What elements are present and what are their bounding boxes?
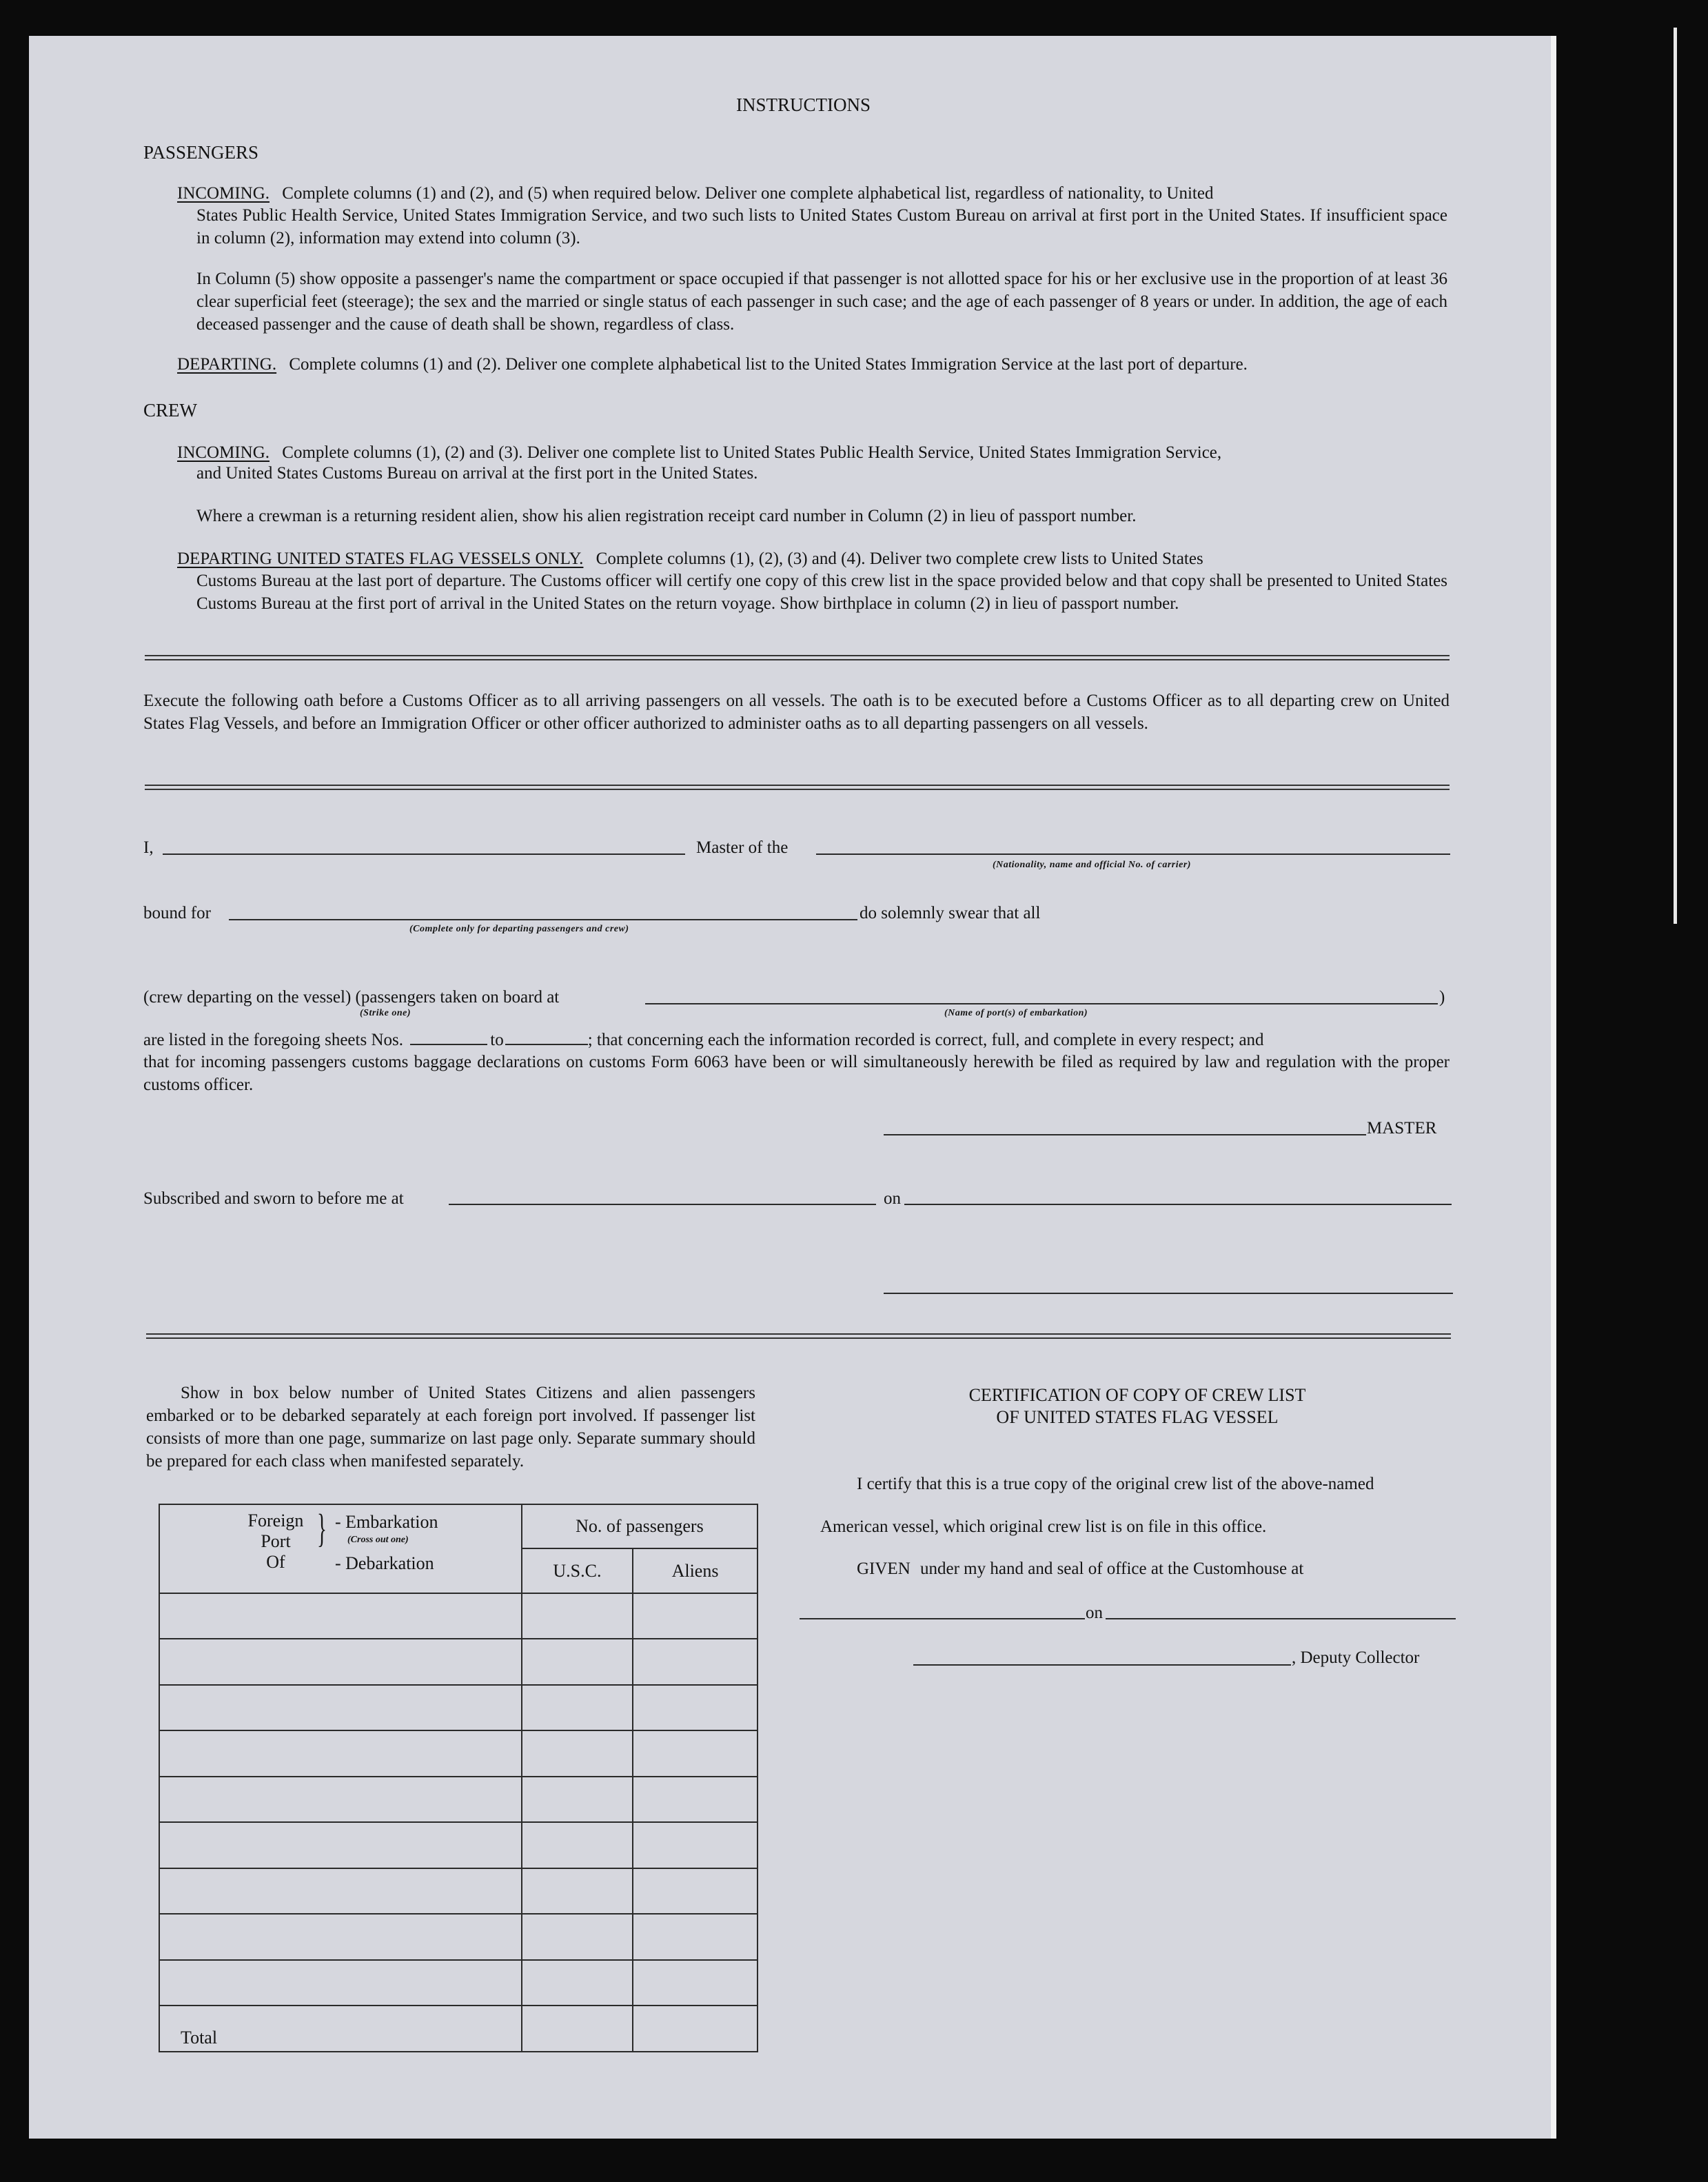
aliens-cell[interactable] bbox=[633, 1960, 758, 2006]
crew-incoming-line1 bbox=[177, 441, 1221, 464]
certification-title-line1: CERTIFICATION OF COPY OF CREW LIST bbox=[968, 1385, 1306, 1405]
table-row bbox=[159, 1639, 758, 1685]
usc-cell[interactable] bbox=[522, 1639, 633, 1685]
usc-cell[interactable] bbox=[522, 1868, 633, 1915]
bound-for-label: bound for bbox=[143, 904, 211, 922]
usc-cell[interactable] bbox=[522, 1730, 633, 1777]
port-cell[interactable] bbox=[159, 1960, 522, 2006]
sheets-prefix: are listed in the foregoing sheets Nos. bbox=[143, 1031, 403, 1049]
aliens-cell[interactable] bbox=[633, 1730, 758, 1777]
summary-note: Show in box below number of United States Citizens and alien passengers embarked or to be debarked separately at each foreign port involved. If passenger list consists of more than one page, summarize on last page only. Separate summary should be prepared for each class when manifested separately. bbox=[146, 1384, 755, 1471]
port-cell[interactable] bbox=[159, 1914, 522, 1960]
aliens-header: Aliens bbox=[633, 1548, 758, 1593]
embarkation-label: - Embarkation bbox=[335, 1512, 438, 1532]
usc-total-cell[interactable] bbox=[522, 2006, 633, 2052]
usc-cell[interactable] bbox=[522, 1822, 633, 1868]
table-row bbox=[159, 1914, 758, 1960]
customhouse-field[interactable] bbox=[800, 1618, 1085, 1619]
table-row bbox=[159, 1868, 758, 1915]
aliens-cell[interactable] bbox=[633, 1593, 758, 1639]
usc-cell[interactable] bbox=[522, 1593, 633, 1639]
strike-one-caption: (Strike one) bbox=[360, 1008, 411, 1018]
usc-header: U.S.C. bbox=[522, 1548, 633, 1593]
crew-incoming-label: INCOMING. bbox=[177, 443, 270, 462]
usc-cell[interactable] bbox=[522, 1914, 633, 1960]
complete-only-caption: (Complete only for departing passengers and crew) bbox=[409, 924, 629, 934]
master-signature-field[interactable] bbox=[884, 1134, 1366, 1135]
certification-date-field[interactable] bbox=[1106, 1618, 1456, 1619]
sheet-from-field[interactable] bbox=[410, 1029, 487, 1045]
port-cell[interactable] bbox=[159, 1685, 522, 1731]
no-of-passengers-header: No. of passengers bbox=[522, 1504, 758, 1548]
passengers-departing-label: DEPARTING. bbox=[177, 355, 277, 374]
debarkation-label: - Debarkation bbox=[335, 1553, 434, 1573]
port-label: Port bbox=[261, 1531, 291, 1551]
flag-vessels-text: Complete columns (1), (2), (3) and (4). Deliver two complete crew lists to United States bbox=[596, 549, 1203, 568]
divider bbox=[145, 785, 1450, 790]
divider bbox=[146, 1333, 1451, 1339]
crewman-resident-alien: Where a crewman is a returning resident alien, show his alien registration receipt card number in Column (2) in lieu of passport number. bbox=[196, 507, 1137, 525]
passengers-incoming-continued: States Public Health Service, United States Immigration Service, and two such lists to United States Custom Bureau on arrival at first port in the United States. If insufficient space in column (2), information may extend into column (3). bbox=[196, 206, 1447, 248]
sheet-to-field[interactable] bbox=[505, 1029, 588, 1045]
table-header-row bbox=[159, 1504, 758, 1548]
aliens-cell[interactable] bbox=[633, 1777, 758, 1823]
certify-line2: American vessel, which original crew list is on file in this office. bbox=[820, 1517, 1267, 1536]
table-row bbox=[159, 1822, 758, 1868]
ports-caption: (Name of port(s) of embarkation) bbox=[944, 1008, 1088, 1018]
sheets-to-word: to bbox=[490, 1031, 504, 1049]
flag-vessels-line1 bbox=[177, 547, 1203, 570]
sheets-suffix: ; that concerning each the information recorded is correct, full, and complete in every respect; and bbox=[587, 1031, 1264, 1049]
port-cell[interactable] bbox=[159, 1593, 522, 1639]
passengers-heading: PASSENGERS bbox=[143, 142, 259, 163]
passengers-departing-text: Complete columns (1) and (2). Deliver one complete alphabetical list to the United States Immigration Service at the last port of departure. bbox=[289, 355, 1248, 374]
certification-title bbox=[813, 1384, 1461, 1428]
table-row bbox=[159, 1960, 758, 2006]
of-label: Of bbox=[266, 1552, 285, 1572]
port-cell[interactable] bbox=[159, 1730, 522, 1777]
usc-cell[interactable] bbox=[522, 1685, 633, 1731]
deputy-signature-field[interactable] bbox=[913, 1664, 1291, 1666]
film-edge bbox=[1674, 28, 1677, 924]
passenger-summary-table bbox=[159, 1504, 758, 2052]
usc-cell[interactable] bbox=[522, 1960, 633, 2006]
crew-incoming-text: Complete columns (1), (2) and (3). Deliver one complete list to United States Public Health Service, United States Immigration Service, bbox=[282, 443, 1222, 462]
passengers-incoming-text: Complete columns (1) and (2), and (5) when required below. Deliver one complete alphabetical list, regardless of nationality, to United bbox=[282, 184, 1214, 203]
table-row bbox=[159, 1593, 758, 1639]
foreign-label: Foreign bbox=[247, 1511, 304, 1531]
sheets-line bbox=[143, 1029, 1264, 1051]
passengers-incoming-line1 bbox=[177, 182, 1213, 205]
bound-for-field[interactable] bbox=[229, 919, 857, 920]
solemnly-swear-text: do solemnly swear that all bbox=[860, 904, 1041, 922]
flag-vessels-continued: Customs Bureau at the last port of departure. The Customs officer will certify one copy of this crew list in the space provided below and that copy shall be presented to United States Customs Bureau at the first port of arrival in the United States on the return voyage. Show birthplace in column (2) in lieu of passport number. bbox=[196, 572, 1447, 613]
officer-signature-field[interactable] bbox=[884, 1293, 1453, 1294]
aliens-cell[interactable] bbox=[633, 1914, 758, 1960]
aliens-cell[interactable] bbox=[633, 1685, 758, 1731]
table-row bbox=[159, 1730, 758, 1777]
divider bbox=[145, 655, 1450, 660]
table-row bbox=[159, 1777, 758, 1823]
port-cell[interactable] bbox=[159, 1639, 522, 1685]
subscribed-sworn-label: Subscribed and sworn to before me at bbox=[143, 1189, 404, 1208]
cross-out-label: (Cross out one) bbox=[347, 1535, 409, 1545]
oath-instructions: Execute the following oath before a Customs Officer as to all arriving passengers on all vessels. The oath is to be executed before a Customs Officer as to all departing crew on United States Flag Vessels, and before an Immigration Officer or other officer authorized to administer oaths as to all departing passengers on all vessels. bbox=[143, 691, 1450, 733]
passengers-departing bbox=[177, 353, 1248, 376]
crew-incoming-line2: and United States Customs Bureau on arrival at the first port in the United States. bbox=[196, 464, 758, 483]
crew-departing-text: (crew departing on the vessel) (passengers taken on board at bbox=[143, 988, 560, 1007]
passengers-incoming-label: INCOMING. bbox=[177, 184, 270, 203]
certification-on-label: on bbox=[1086, 1604, 1103, 1622]
sworn-on-label: on bbox=[884, 1189, 901, 1208]
oath-i-label: I, bbox=[143, 838, 154, 857]
aliens-total-cell[interactable] bbox=[633, 2006, 758, 2052]
master-label: MASTER bbox=[1367, 1119, 1437, 1138]
column5-instructions: In Column (5) show opposite a passenger's name the compartment or space occupied if that passenger is not allotted space for his or her exclusive use in the proportion of at least 36 clear superficial feet (steerage); the sex and the married or single status of each passenger in such case; and the age of each passenger of 8 years or under. In addition, the age of each deceased passenger and the cause of death shall be shown, regardless of class. bbox=[196, 270, 1447, 334]
crew-heading: CREW bbox=[143, 400, 197, 421]
usc-cell[interactable] bbox=[522, 1777, 633, 1823]
foreign-port-header bbox=[159, 1504, 522, 1593]
aliens-cell[interactable] bbox=[633, 1868, 758, 1915]
given-line bbox=[857, 1557, 1303, 1580]
certification-title-line2: OF UNITED STATES FLAG VESSEL bbox=[996, 1407, 1279, 1427]
embarkation-ports-field[interactable] bbox=[645, 1003, 1438, 1004]
total-label: Total bbox=[159, 2006, 522, 2052]
table-row bbox=[159, 1685, 758, 1731]
certify-line1: I certify that this is a true copy of the original crew list of the above-named bbox=[857, 1475, 1374, 1493]
nationality-caption: (Nationality, name and official No. of carrier) bbox=[993, 860, 1191, 870]
port-cell[interactable] bbox=[159, 1822, 522, 1868]
given-text: under my hand and seal of office at the Customhouse at bbox=[920, 1559, 1304, 1578]
brace-symbol: } bbox=[317, 1506, 327, 1550]
port-cell[interactable] bbox=[159, 1868, 522, 1915]
foreign-port-of-label bbox=[241, 1511, 310, 1573]
close-paren: ) bbox=[1439, 988, 1445, 1007]
master-name-field[interactable] bbox=[163, 853, 685, 855]
carrier-field[interactable] bbox=[816, 853, 1450, 855]
port-cell[interactable] bbox=[159, 1777, 522, 1823]
deputy-collector-label: , Deputy Collector bbox=[1292, 1648, 1420, 1667]
aliens-cell[interactable] bbox=[633, 1639, 758, 1685]
sworn-place-field[interactable] bbox=[449, 1204, 876, 1205]
given-label: GIVEN bbox=[857, 1559, 911, 1578]
instructions-title: INSTRUCTIONS bbox=[736, 94, 871, 115]
sheets-continued: that for incoming passengers customs baggage declarations on customs Form 6063 have been or will simultaneously herewith be filed as required by law and regulation with the proper customs officer. bbox=[143, 1053, 1450, 1094]
aliens-cell[interactable] bbox=[633, 1822, 758, 1868]
total-row bbox=[159, 2006, 758, 2052]
flag-vessels-label: DEPARTING UNITED STATES FLAG VESSELS ONLY. bbox=[177, 549, 584, 568]
sworn-date-field[interactable] bbox=[904, 1204, 1452, 1205]
master-of-the-label: Master of the bbox=[696, 838, 789, 857]
